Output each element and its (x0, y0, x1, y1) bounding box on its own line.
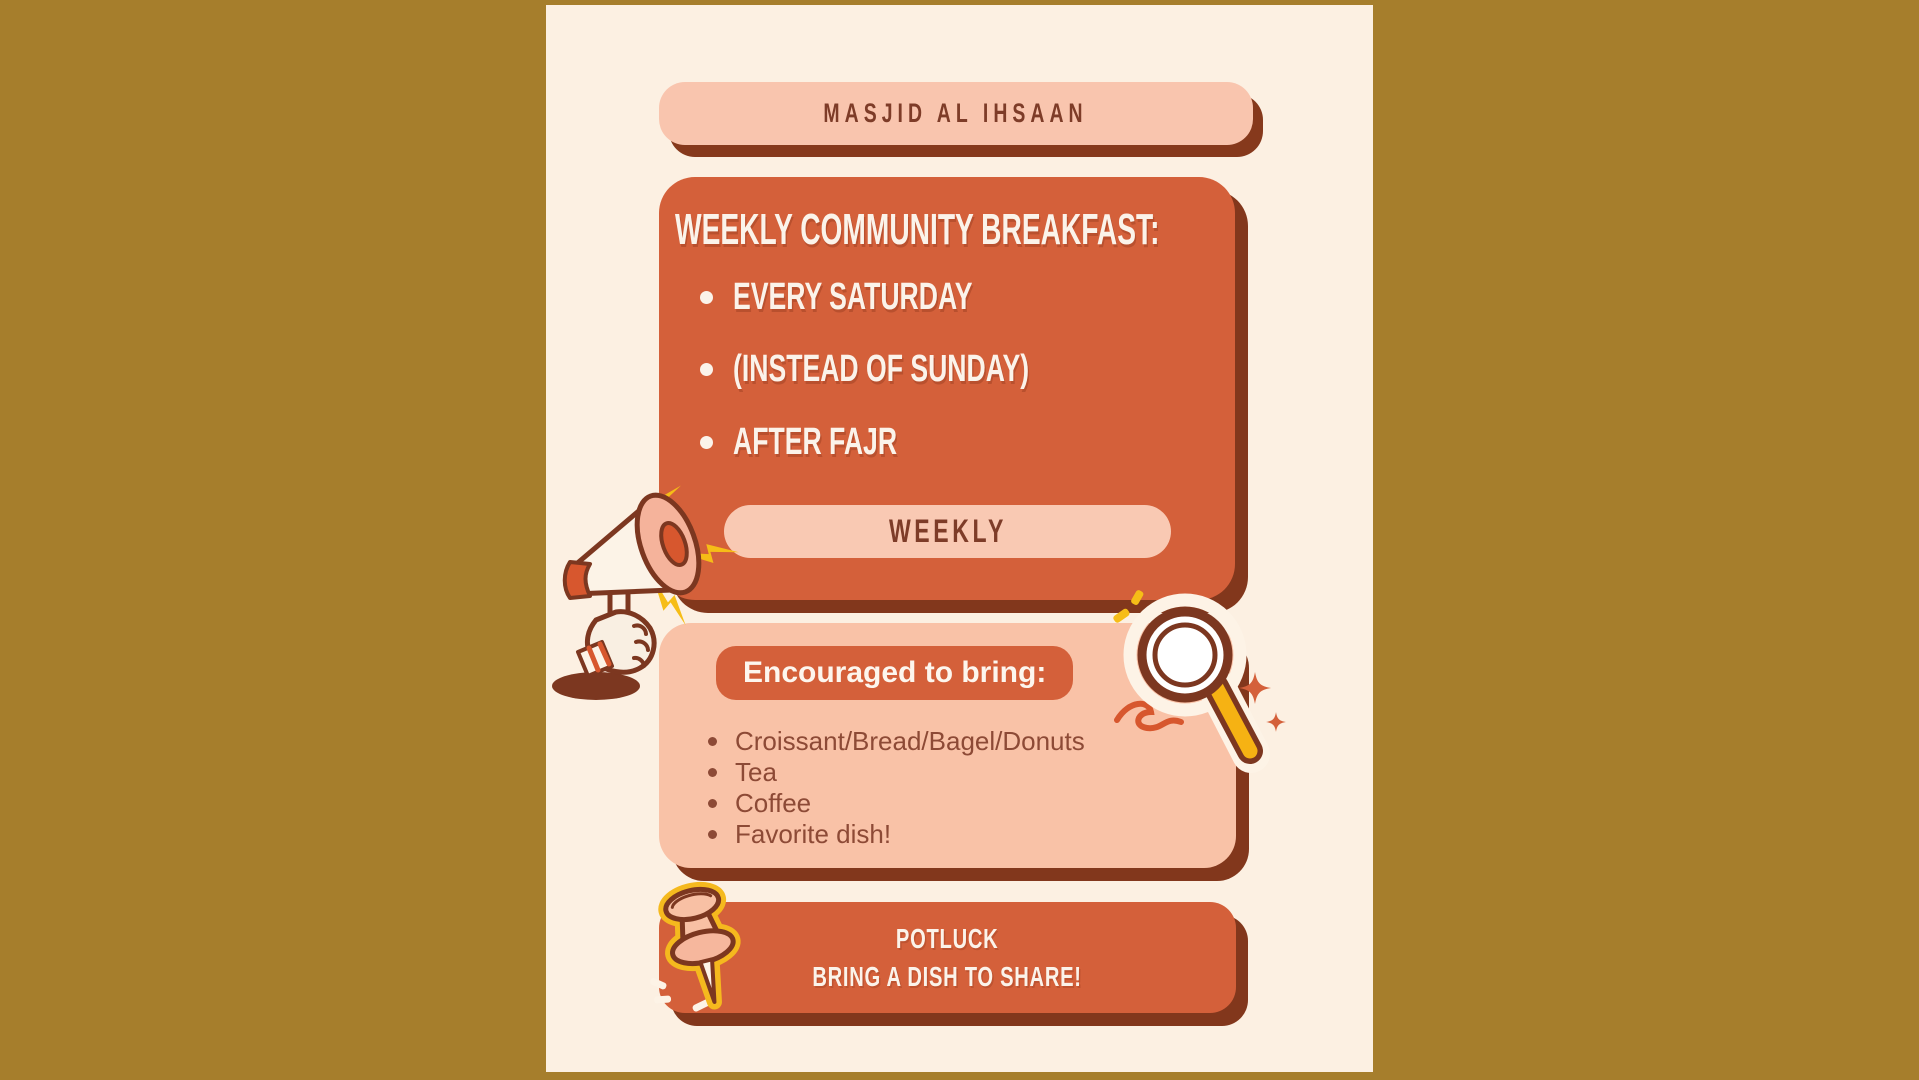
bullet-dot (708, 768, 717, 777)
masjid-title: MASJID AL IHSAAN (823, 98, 1089, 128)
bullet-dot (708, 830, 717, 839)
bring-item: Favorite dish! (708, 819, 1085, 850)
bullet-dot (708, 799, 717, 808)
encouraged-badge-label: Encouraged to bring: (743, 656, 1047, 689)
bring-item: Tea (708, 757, 1085, 788)
bring-card (659, 623, 1236, 868)
potluck-line2: BRING A DISH TO SHARE! (812, 960, 1083, 992)
bullet-dot (700, 436, 713, 449)
bullet-dot (708, 737, 717, 746)
bring-list (708, 726, 1085, 850)
encouraged-badge (716, 646, 1073, 700)
schedule-heading: WEEKLY COMMUNITY BREAKFAST: (675, 205, 1160, 254)
potluck-card (659, 902, 1236, 1013)
masjid-title-banner (659, 82, 1253, 145)
bullet-dot (700, 363, 713, 376)
schedule-card (659, 177, 1235, 600)
bring-item: Coffee (708, 788, 1085, 819)
schedule-bullet: EVERY SATURDAY (700, 275, 1075, 319)
bring-item: Croissant/Bread/Bagel/Donuts (708, 726, 1085, 757)
schedule-bullet: AFTER FAJR (700, 420, 967, 464)
bullet-dot (700, 291, 713, 304)
schedule-bullet: (INSTEAD OF SUNDAY) (700, 347, 1156, 391)
potluck-line1: POTLUCK (896, 922, 999, 954)
weekly-label: WEEKLY (888, 513, 1007, 549)
weekly-frequency-pill (724, 505, 1171, 558)
